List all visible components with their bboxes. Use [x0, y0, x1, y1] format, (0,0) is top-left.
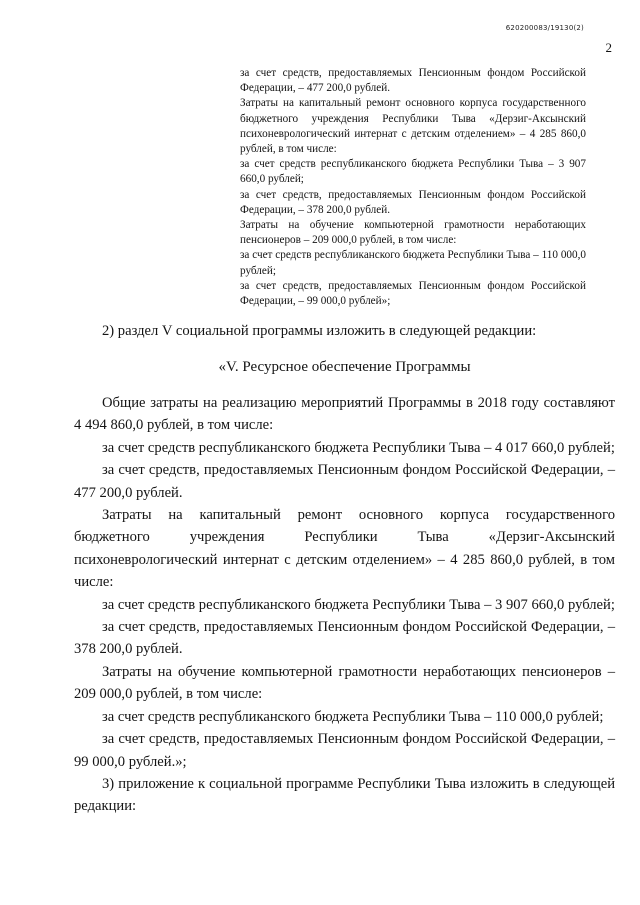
body-paragraph: Затраты на капитальный ремонт основного корпуса государственного бюджетного учреждения Республики Тыва «Дерзиг-Аксынский психоневрологический интернат с детским отделением» – 4 285 860,0 рублей, в том числе:	[74, 507, 615, 591]
section-intro-block	[74, 320, 615, 342]
document-number: 620200083/19130(2)	[505, 24, 584, 32]
body-paragraph: за счет средств, предоставляемых Пенсионным фондом Российской Федерации, – 99 000,0 рублей.»;	[74, 731, 615, 770]
quoted-resource-block	[240, 66, 586, 309]
body-paragraph: Затраты на обучение компьютерной грамотности неработающих пенсионеров – 209 000,0 рублей, в том числе:	[74, 663, 615, 703]
quote-paragraph: за счет средств, предоставляемых Пенсионным фондом Российской Федерации, – 378 200,0 рублей.	[240, 188, 586, 216]
body-paragraph: за счет средств, предоставляемых Пенсионным фондом Российской Федерации, – 477 200,0 рублей.	[74, 462, 615, 501]
quote-paragraph: за счет средств республиканского бюджета Республики Тыва – 3 907 660,0 рублей;	[240, 158, 586, 186]
body-paragraph: за счет средств республиканского бюджета Республики Тыва – 3 907 660,0 рублей;	[102, 596, 615, 613]
body-paragraph: 3) приложение к социальной программе Республики Тыва изложить в следующей редакции:	[74, 775, 615, 815]
quote-paragraph: Затраты на капитальный ремонт основного корпуса государственного бюджетного учреждения Республики Тыва «Дерзиг-Аксынский психоневрологический интернат с детским отделением» – 4 285 860,0 рублей, в том числе:	[240, 97, 586, 156]
quote-paragraph: за счет средств, предоставляемых Пенсионным фондом Российской Федерации, – 99 000,0 рублей»;	[240, 279, 586, 308]
section-intro: 2) раздел V социальной программы изложить в следующей редакции:	[102, 323, 537, 339]
quote-paragraph: Затраты на обучение компьютерной грамотности неработающих пенсионеров – 209 000,0 рублей, в том числе:	[240, 219, 586, 247]
quote-paragraph: за счет средств республиканского бюджета Республики Тыва – 110 000,0 рублей;	[240, 249, 586, 277]
page-number: 2	[605, 40, 612, 55]
section-title: «V. Ресурсное обеспечение Программы	[218, 359, 471, 375]
quote-paragraph: за счет средств, предоставляемых Пенсионным фондом Российской Федерации, – 477 200,0 рублей.	[240, 67, 586, 95]
body-paragraph: Общие затраты на реализацию мероприятий Программы в 2018 году составляют 4 494 860,0 рублей, в том числе:	[74, 395, 615, 434]
body-paragraph: за счет средств республиканского бюджета Республики Тыва – 110 000,0 рублей;	[102, 708, 604, 725]
body-paragraph: за счет средств, предоставляемых Пенсионным фондом Российской Федерации, – 378 200,0 рублей.	[74, 619, 615, 658]
body-paragraph: за счет средств республиканского бюджета Республики Тыва – 4 017 660,0 рублей;	[102, 439, 615, 456]
body-text	[74, 392, 615, 818]
